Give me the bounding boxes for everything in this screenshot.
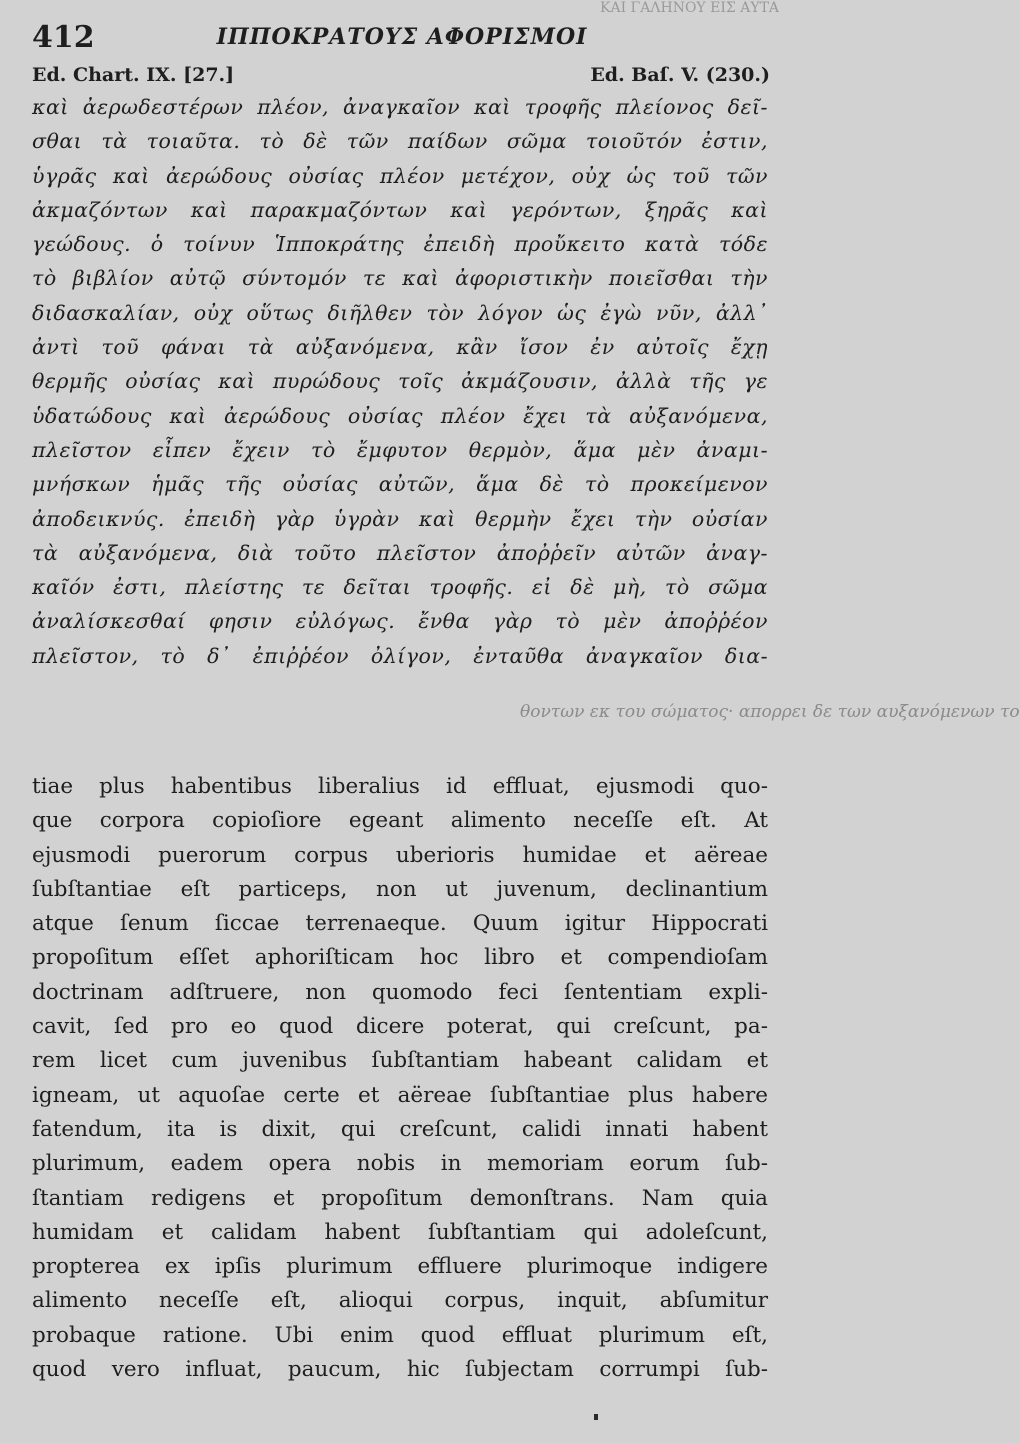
edition-reference-right: Ed. Baſ. V. (230.) [590,64,770,86]
bleed-through-text: θοντων εκ του σώματος· απορρει δε των αυξανόμενων το [520,702,1020,722]
greek-text-line: καῖόν ἐστι, πλείστης τε δεῖται τροφῆς. εἰ δὲ μὴ, τὸ σῶμα [32,575,768,600]
greek-text-block [32,90,768,673]
greek-text-line: μνήσκων ἡμᾶς τῆς οὐσίας αὐτῶν, ἅμα δὲ τὸ προκείμενον [32,472,768,497]
latin-text-line: fatendum, ita is dixit, qui creſcunt, calidi innati habent [32,1116,768,1142]
running-title: ΙΠΠΟΚΡΑΤΟΥΣ ΑΦΟΡΙΣΜΟΙ [216,24,588,50]
latin-text-line: alimento neceſſe eſt, alioqui corpus, inquit, abſumitur [32,1288,768,1314]
bleed-through-top: ΚΑΙ ΓΑΛΗΝΟΥ ΕΙΣ ΑΥΤΑ [600,0,780,16]
greek-text-line: τὸ βιβλίον αὐτῷ σύντομόν τε καὶ ἀφοριστικὴν ποιεῖσθαι τὴν [32,266,768,291]
greek-text-line: ἀντὶ τοῦ φάναι τὰ αὐξανόμενα, κἂν ἴσον ἐν αὐτοῖς ἔχῃ [32,335,768,360]
latin-text-line: que corpora copioſiore egeant alimento neceſſe eſt. At [32,808,768,834]
greek-text-line: γεώδους. ὁ τοίνυν Ἱπποκράτης ἐπειδὴ προὔκειτο κατὰ τόδε [32,232,768,257]
latin-text-line: humidam et calidam habent ſubſtantiam qui adoleſcunt, [32,1219,768,1245]
edition-reference-left: Ed. Chart. IX. [27.] [32,64,235,86]
latin-text-line: probaque ratione. Ubi enim quod effluat plurimum eſt, [32,1322,768,1348]
latin-text-line: doctrinam adſtruere, non quomodo feci ſententiam expli- [32,979,768,1005]
edition-reference-line [32,64,770,90]
greek-text-line: πλεῖστον, τὸ δ᾽ ἐπιῤῥέον ὀλίγον, ἐνταῦθα ἀναγκαῖον δια- [32,643,768,668]
greek-text-line: πλεῖστον εἶπεν ἔχειν τὸ ἔμφυτον θερμὸν, ἅμα μὲν ἀναμι- [32,437,768,462]
latin-text-line: quod vero influat, paucum, hic ſubjectam corrumpi ſub- [32,1357,768,1383]
greek-text-line: θερμῆς οὐσίας καὶ πυρώδους τοῖς ἀκμάζουσιν, ἀλλὰ τῆς γε [32,369,768,394]
latin-text-line: plurimum, eadem opera nobis in memoriam eorum ſub- [32,1151,768,1177]
greek-text-line: σθαι τὰ τοιαῦτα. τὸ δὲ τῶν παίδων σῶμα τοιοῦτόν ἐστιν, [32,129,768,154]
latin-text-line: propoſitum eſſet aphoriſticam hoc libro et compendioſam [32,945,768,971]
latin-text-line: cavit, ſed pro eo quod dicere poterat, qui creſcunt, pa- [32,1014,768,1040]
greek-text-line: ἀναλίσκεσθαί φησιν εὐλόγως. ἔνθα γὰρ τὸ μὲν ἀποῤῥέον [32,609,768,634]
latin-text-line: atque ſenum ſiccae terrenaeque. Quum igitur Hippocrati [32,911,768,937]
page-number: 412 [32,20,95,55]
ink-speck [594,1414,598,1420]
latin-text-line: igneam, ut aquoſae certe et aëreae ſubſtantiae plus habere [32,1082,768,1108]
latin-text-line: ſubſtantiae eſt particeps, non ut juvenum, declinantium [32,876,768,902]
greek-text-line: ὑγρᾶς καὶ ἀερώδους οὐσίας πλέον μετέχον, οὐχ ὡς τοῦ τῶν [32,163,768,188]
greek-text-line: καὶ ἀερωδεστέρων πλέον, ἀναγκαῖον καὶ τροφῆς πλείονος δεῖ- [32,95,768,119]
greek-text-line: τὰ αὐξανόμενα, διὰ τοῦτο πλεῖστον ἀποῤῥεῖν αὐτῶν ἀναγ- [32,540,768,565]
greek-text-line: ἀκμαζόντων καὶ παρακμαζόντων καὶ γερόντων, ξηρᾶς καὶ [32,197,768,222]
latin-text-line: ſtantiam redigens et propoſitum demonſtrans. Nam quia [32,1185,768,1211]
latin-text-block [32,770,768,1387]
latin-text-line: propterea ex ipſis plurimum effluere plurimoque indigere [32,1254,768,1280]
latin-text-line: rem licet cum juvenibus ſubſtantiam habeant calidam et [32,1048,768,1074]
greek-text-line: ἀποδεικνύς. ἐπειδὴ γὰρ ὑγρὰν καὶ θερμὴν ἔχει τὴν οὐσίαν [32,506,768,531]
greek-text-line: ὑδατώδους καὶ ἀερώδους οὐσίας πλέον ἔχει τὰ αὐξανόμενα, [32,403,768,428]
greek-text-line: διδασκαλίαν, οὐχ οὕτως διῆλθεν τὸν λόγον ὡς ἐγὼ νῦν, ἀλλ᾽ [32,300,768,325]
running-head [32,18,772,54]
latin-text-line: ejusmodi puerorum corpus uberioris humidae et aëreae [32,842,768,868]
latin-text-line: tiae plus habentibus liberalius id effluat, ejusmodi quo- [32,774,768,799]
